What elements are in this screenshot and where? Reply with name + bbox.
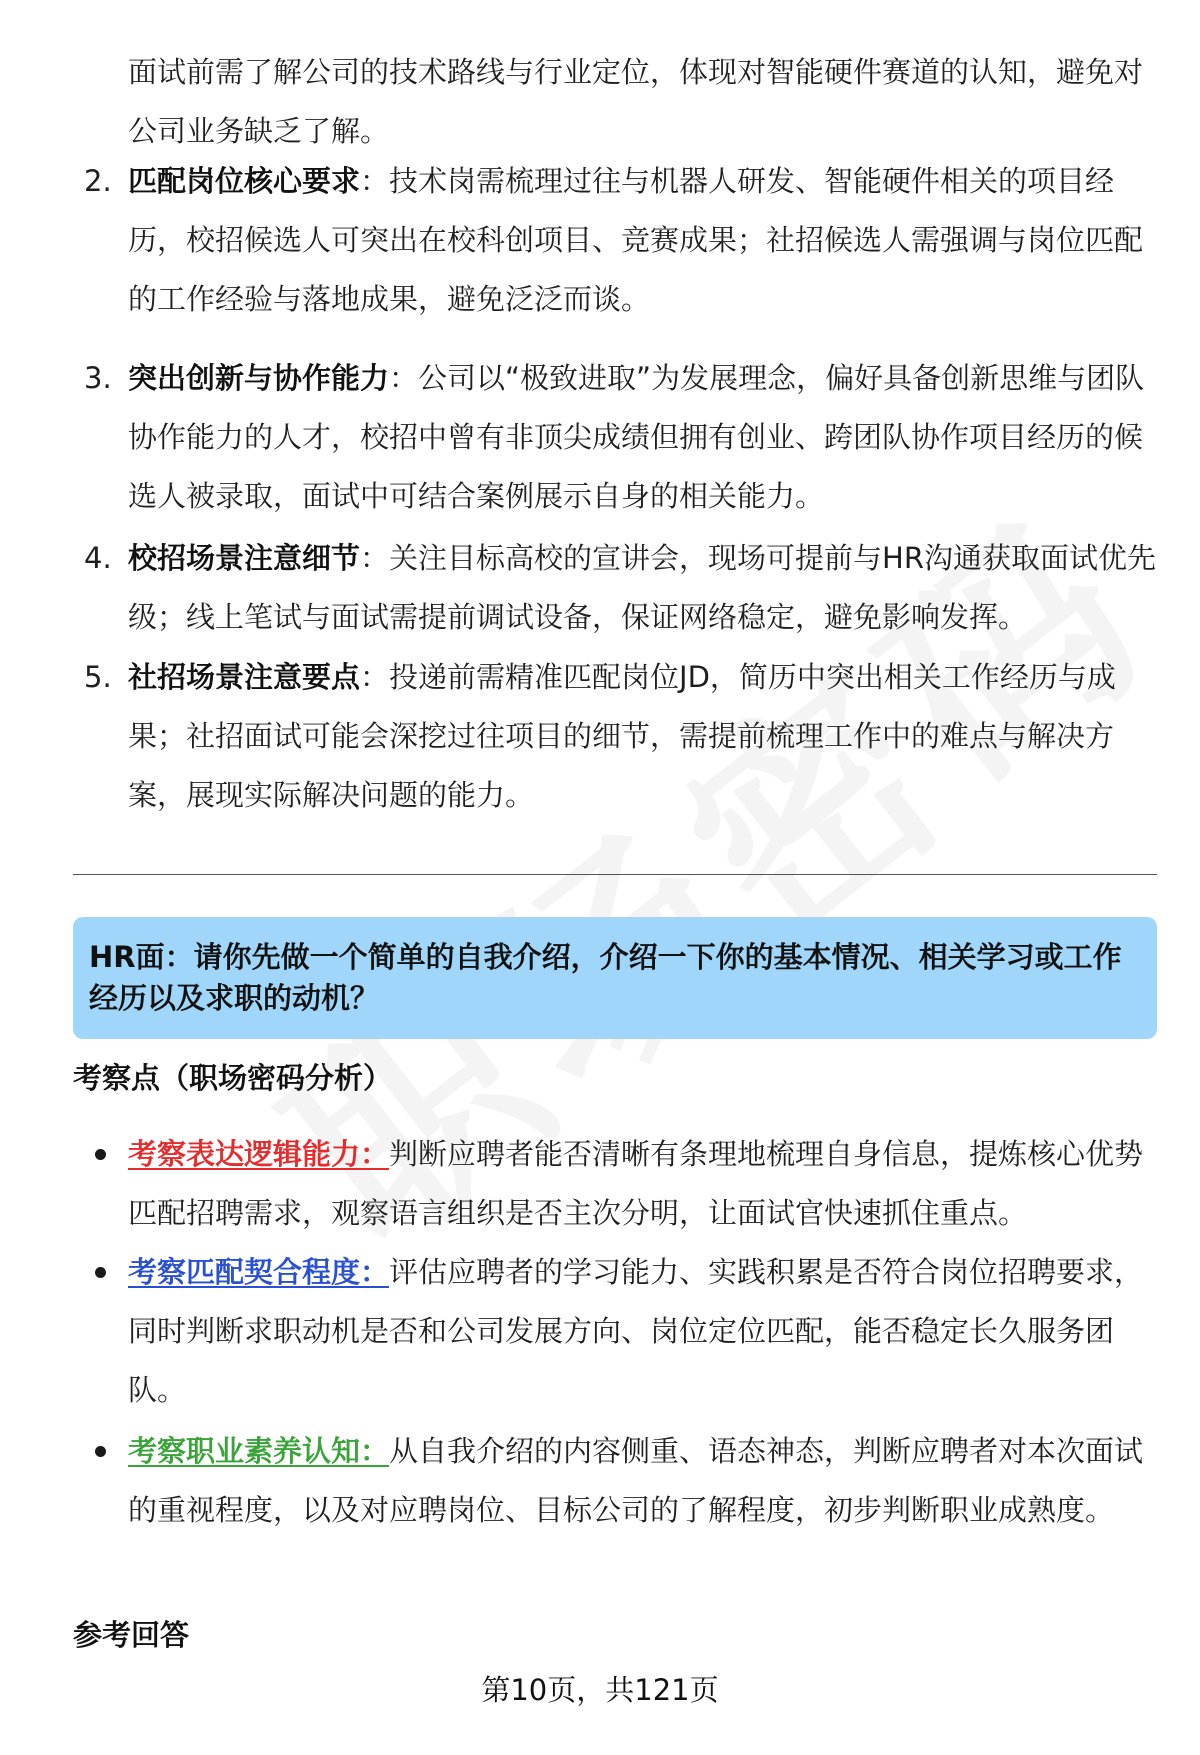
analysis-item [128, 1422, 1163, 1540]
tip-text: ：关注目标高校的宣讲会，现场可提前与HR沟通获取面试优先级；线上笔试与面试需提前调试设备，保证网络稳定，避免影响发挥。 [128, 541, 1156, 634]
tip-number: 2. [84, 164, 112, 198]
analysis-text: 判断应聘者能否清晰有条理地梳理自身信息，提炼核心优势匹配招聘需求，观察语言组织是否主次分明，让面试官快速抓住重点。 [128, 1137, 1144, 1230]
analysis-item [128, 1243, 1163, 1420]
tip-item [128, 648, 1163, 825]
analysis-tag: 考察职业素养认知： [128, 1434, 390, 1468]
analysis-text: 评估应聘者的学习能力、实践积累是否符合岗位招聘要求，同时判断求职动机是否和公司发展方向、岗位定位匹配，能否稳定长久服务团队。 [128, 1255, 1144, 1407]
analysis-tag: 考察匹配契合程度： [128, 1255, 390, 1289]
section-divider [73, 874, 1157, 875]
tip-number: 5. [84, 660, 112, 694]
page-number: 第10页，共121页 [481, 1673, 719, 1707]
tip-text: ：投递前需精准匹配岗位JD，简历中突出相关工作经历与成果；社招面试可能会深挖过往项目的细节，需提前梳理工作中的难点与解决方案，展现实际解决问题的能力。 [128, 660, 1116, 812]
analysis-text: 从自我介绍的内容侧重、语态神态，判断应聘者对本次面试的重视程度，以及对应聘岗位、目标公司的了解程度，初步判断职业成熟度。 [128, 1434, 1144, 1527]
bullet-dot [95, 1446, 106, 1457]
tip-title: 匹配岗位核心要求 [128, 164, 361, 198]
tip-item [128, 349, 1163, 526]
tip-number: 3. [84, 361, 112, 395]
bullet-dot [95, 1149, 106, 1160]
bullet-dot [95, 1267, 106, 1278]
tip-text: ：技术岗需梳理过往与机器人研发、智能硬件相关的项目经历，校招候选人可突出在校科创项目、竞赛成果；社招候选人需强调与岗位匹配的工作经验与落地成果，避免泛泛而谈。 [128, 164, 1144, 316]
tip-text: ：公司以“极致进取”为发展理念，偏好具备创新思维与团队协作能力的人才，校招中曾有非顶尖成绩但拥有创业、跨团队协作项目经历的候选人被录取，面试中可结合案例展示自身的相关能力。 [128, 361, 1145, 513]
question-box: HR面：请你先做一个简单的自我介绍，介绍一下你的基本情况、相关学习或工作经历以及求职的动机？ [73, 917, 1157, 1039]
tip-title: 突出创新与协作能力 [128, 361, 390, 395]
tip-number: 4. [84, 541, 112, 575]
analysis-item [128, 1125, 1163, 1243]
tip-title: 校招场景注意细节 [128, 541, 361, 575]
analysis-tag: 考察表达逻辑能力： [128, 1137, 390, 1171]
answer-heading: 参考回答 [73, 1618, 190, 1652]
tip-title: 社招场景注意要点 [128, 660, 361, 694]
intro-paragraph: 面试前需了解公司的技术路线与行业定位，体现对智能硬件赛道的认知，避免对公司业务缺乏了解。 [128, 55, 1144, 148]
analysis-heading: 考察点（职场密码分析） [73, 1061, 393, 1095]
tip-item [128, 529, 1163, 647]
tip-item [128, 152, 1163, 329]
